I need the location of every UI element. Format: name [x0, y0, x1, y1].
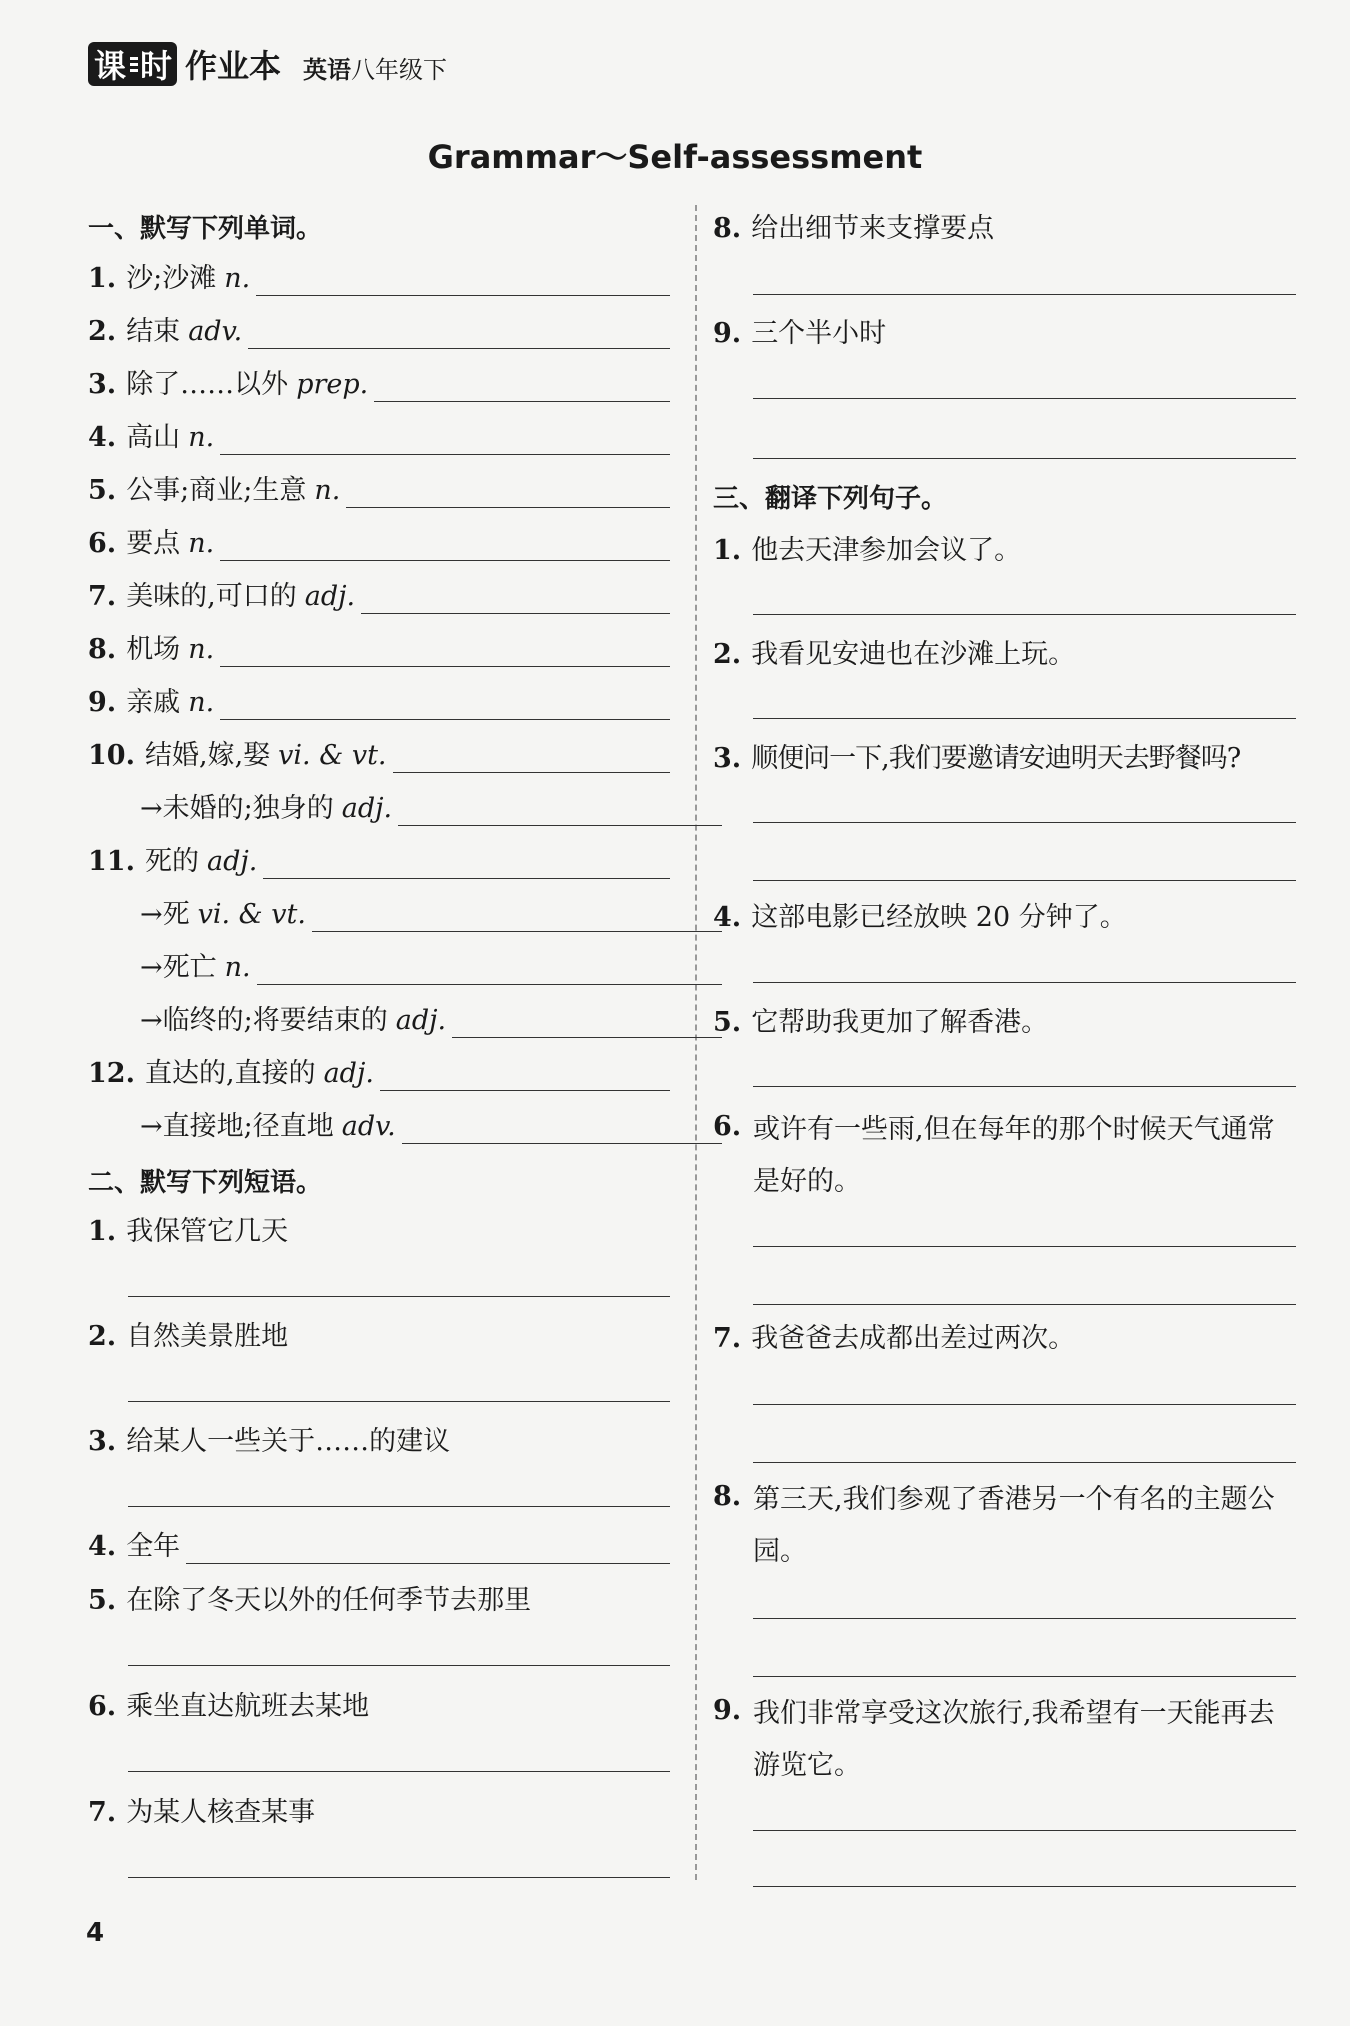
- item-number: 12.: [88, 1058, 135, 1089]
- page-number: 4: [86, 1918, 105, 1948]
- answer-blank[interactable]: [220, 426, 670, 455]
- word-derivative: [88, 1106, 722, 1144]
- part-of-speech: adj.: [206, 846, 258, 877]
- answer-line[interactable]: [753, 1462, 1296, 1463]
- sentence-item: [713, 897, 1296, 935]
- answer-blank[interactable]: [374, 373, 670, 402]
- answer-line[interactable]: [753, 880, 1296, 881]
- item-number: 8.: [713, 213, 742, 244]
- item-text: →直接地;径直地: [140, 1111, 334, 1142]
- answer-blank[interactable]: [256, 267, 670, 296]
- item-number: 2.: [88, 316, 117, 347]
- word-item: [88, 311, 670, 349]
- answer-line[interactable]: [128, 1296, 670, 1297]
- phrase-item: [713, 208, 1296, 246]
- item-text: 给出细节来支撑要点: [751, 213, 995, 244]
- part-of-speech: vi. & vt.: [197, 899, 306, 930]
- part-of-speech: n.: [188, 687, 215, 718]
- item-number: 9.: [713, 1695, 742, 1726]
- item-text: 美味的,可口的: [126, 581, 297, 612]
- item-text: 我看见安迪也在沙滩上玩。: [751, 639, 1076, 670]
- part-of-speech: adj.: [341, 793, 393, 824]
- word-item: [88, 682, 670, 720]
- answer-blank[interactable]: [398, 797, 722, 826]
- item-number: 5.: [88, 1585, 117, 1616]
- answer-line[interactable]: [753, 458, 1296, 459]
- answer-blank[interactable]: [452, 1009, 722, 1038]
- phrase-item: [713, 313, 1296, 351]
- item-number: 7.: [88, 1797, 117, 1828]
- item-text: →死亡: [140, 952, 217, 983]
- item-text: 除了……以外: [126, 369, 289, 400]
- answer-line[interactable]: [753, 1304, 1296, 1305]
- answer-blank[interactable]: [186, 1535, 670, 1564]
- part-of-speech: prep.: [296, 369, 369, 400]
- phrase-item: [88, 1211, 670, 1249]
- part-of-speech: n.: [188, 528, 215, 559]
- item-number: 2.: [713, 639, 742, 670]
- part-of-speech: adv.: [341, 1111, 396, 1142]
- answer-line[interactable]: [753, 822, 1296, 823]
- item-number: 5.: [88, 475, 117, 506]
- answer-line[interactable]: [128, 1401, 670, 1402]
- item-text: 给某人一些关于……的建议: [126, 1426, 451, 1457]
- word-item: [88, 258, 670, 296]
- item-text: 我们非常享受这次旅行,我希望有一天能再去游览它。: [753, 1698, 1275, 1781]
- item-text: 这部电影已经放映 20 分钟了。: [751, 902, 1127, 933]
- phrase-item: [88, 1792, 670, 1830]
- sentence-item: [713, 634, 1296, 672]
- answer-line[interactable]: [753, 1830, 1296, 1831]
- part-of-speech: adj.: [395, 1005, 447, 1036]
- item-text: 在除了冬天以外的任何季节去那里: [126, 1585, 532, 1616]
- item-text: 自然美景胜地: [126, 1321, 289, 1352]
- item-number: 2.: [88, 1321, 117, 1352]
- item-number: 6.: [88, 1691, 117, 1722]
- item-number: 7.: [88, 581, 117, 612]
- word-item: [88, 735, 670, 773]
- brand-char-2: 时: [140, 47, 172, 85]
- word-derivative: [88, 1000, 722, 1038]
- item-text: 结束: [126, 316, 181, 347]
- answer-line[interactable]: [753, 1676, 1296, 1677]
- answer-line[interactable]: [128, 1877, 670, 1878]
- answer-blank[interactable]: [402, 1115, 722, 1144]
- answer-line[interactable]: [753, 982, 1296, 983]
- item-number: 9.: [88, 687, 117, 718]
- answer-line[interactable]: [753, 1246, 1296, 1247]
- item-text: →临终的;将要结束的: [140, 1005, 388, 1036]
- word-item: [88, 523, 670, 561]
- answer-blank[interactable]: [393, 744, 670, 773]
- item-text: →死: [140, 899, 190, 930]
- word-item: [88, 841, 670, 879]
- part-of-speech: n.: [224, 952, 251, 983]
- word-derivative: [88, 947, 722, 985]
- brand-logo: [88, 42, 177, 86]
- answer-line[interactable]: [753, 1618, 1296, 1619]
- part-of-speech: n.: [314, 475, 341, 506]
- item-number: 8.: [88, 634, 117, 665]
- answer-line[interactable]: [753, 398, 1296, 399]
- item-text: 三个半小时: [751, 318, 887, 349]
- item-number: 11.: [88, 846, 135, 877]
- part-of-speech: adj.: [323, 1058, 374, 1089]
- page-title: Grammar～Self-assessment: [427, 138, 923, 176]
- answer-blank[interactable]: [361, 585, 670, 614]
- item-number: 3.: [88, 1426, 117, 1457]
- item-number: 10.: [88, 740, 135, 771]
- brand-char-1: 课: [94, 47, 126, 85]
- answer-blank[interactable]: [248, 320, 670, 349]
- subject-name: 英语: [303, 55, 352, 84]
- item-number: 3.: [713, 743, 742, 774]
- answer-line[interactable]: [753, 1886, 1296, 1887]
- item-text: 我爸爸去成都出差过两次。: [751, 1323, 1076, 1354]
- word-item: [88, 576, 670, 614]
- part-of-speech: n.: [224, 263, 251, 294]
- word-item: [88, 417, 670, 455]
- answer-line[interactable]: [753, 1086, 1296, 1087]
- part-of-speech: adv.: [188, 316, 243, 347]
- brand-title: 作业本: [185, 47, 282, 85]
- item-text: 他去天津参加会议了。: [751, 535, 1022, 566]
- item-text: 它帮助我更加了解香港。: [751, 1007, 1049, 1038]
- item-text: 沙;沙滩: [126, 263, 217, 294]
- logo-mark-icon: [130, 57, 138, 72]
- word-derivative: [88, 788, 722, 826]
- item-text: 机场: [126, 634, 181, 665]
- answer-blank[interactable]: [257, 956, 722, 985]
- item-number: 7.: [713, 1323, 742, 1354]
- answer-blank[interactable]: [220, 638, 670, 667]
- item-text: 高山: [126, 422, 181, 453]
- answer-blank[interactable]: [312, 903, 722, 932]
- phrase-item: [88, 1580, 670, 1618]
- item-number: 6.: [713, 1111, 742, 1142]
- answer-line[interactable]: [753, 718, 1296, 719]
- answer-blank[interactable]: [263, 850, 670, 879]
- item-text: 结婚,嫁,娶: [144, 740, 271, 771]
- section-2-heading: 二、默写下列短语。: [88, 1168, 323, 1198]
- sentence-item: [713, 738, 1296, 776]
- item-number: 4.: [88, 422, 117, 453]
- item-number: 4.: [88, 1531, 117, 1562]
- section-1-heading: 一、默写下列单词。: [88, 214, 323, 244]
- item-text: 第三天,我们参观了香港另一个有名的主题公园。: [753, 1484, 1275, 1567]
- item-text: 全年: [126, 1531, 181, 1562]
- answer-line[interactable]: [128, 1665, 670, 1666]
- header: [88, 40, 447, 88]
- item-text: 要点: [126, 528, 181, 559]
- section-3-heading: 三、翻译下列句子。: [713, 484, 948, 514]
- item-number: 3.: [88, 369, 117, 400]
- part-of-speech: vi. & vt.: [278, 740, 387, 771]
- item-number: 1.: [713, 535, 742, 566]
- phrase-item: [88, 1316, 670, 1354]
- item-number: 4.: [713, 902, 742, 933]
- phrase-item: [88, 1421, 670, 1459]
- answer-line[interactable]: [753, 294, 1296, 295]
- item-number: 1.: [88, 1216, 117, 1247]
- item-text: 乘坐直达航班去某地: [126, 1691, 370, 1722]
- answer-blank[interactable]: [220, 532, 670, 561]
- column-divider: [695, 205, 697, 1880]
- phrase-item: [88, 1686, 670, 1724]
- item-text: 公事;商业;生意: [126, 475, 307, 506]
- subject-label: [303, 50, 447, 85]
- item-text: 为某人核查某事: [126, 1797, 316, 1828]
- phrase-item: [88, 1526, 670, 1564]
- item-number: 1.: [88, 263, 117, 294]
- sentence-item: [713, 1002, 1296, 1040]
- item-number: 5.: [713, 1007, 742, 1038]
- word-item: [88, 629, 670, 667]
- answer-line[interactable]: [753, 614, 1296, 615]
- item-text: 亲戚: [126, 687, 181, 718]
- item-number: 6.: [88, 528, 117, 559]
- part-of-speech: adj.: [304, 581, 356, 612]
- answer-blank[interactable]: [380, 1062, 670, 1091]
- answer-blank[interactable]: [346, 479, 670, 508]
- part-of-speech: n.: [188, 634, 215, 665]
- item-text: 或许有一些雨,但在每年的那个时候天气通常是好的。: [753, 1114, 1275, 1197]
- word-derivative: [88, 894, 722, 932]
- subject-grade: 八年级下: [351, 55, 448, 84]
- answer-blank[interactable]: [220, 691, 670, 720]
- sentence-item: [713, 530, 1296, 568]
- item-text: 直达的,直接的: [144, 1058, 316, 1089]
- item-text: 死的: [144, 846, 199, 877]
- item-text: 顺便问一下,我们要邀请安迪明天去野餐吗?: [751, 743, 1241, 774]
- item-text: 我保管它几天: [126, 1216, 289, 1247]
- word-item: [88, 364, 670, 402]
- word-item: [88, 1053, 670, 1091]
- word-item: [88, 470, 670, 508]
- answer-line[interactable]: [753, 1404, 1296, 1405]
- answer-line[interactable]: [128, 1506, 670, 1507]
- item-text: →未婚的;独身的: [140, 793, 334, 824]
- part-of-speech: n.: [188, 422, 215, 453]
- sentence-item: [713, 1318, 1296, 1356]
- item-number: 8.: [713, 1481, 742, 1512]
- answer-line[interactable]: [128, 1771, 670, 1772]
- item-number: 9.: [713, 318, 742, 349]
